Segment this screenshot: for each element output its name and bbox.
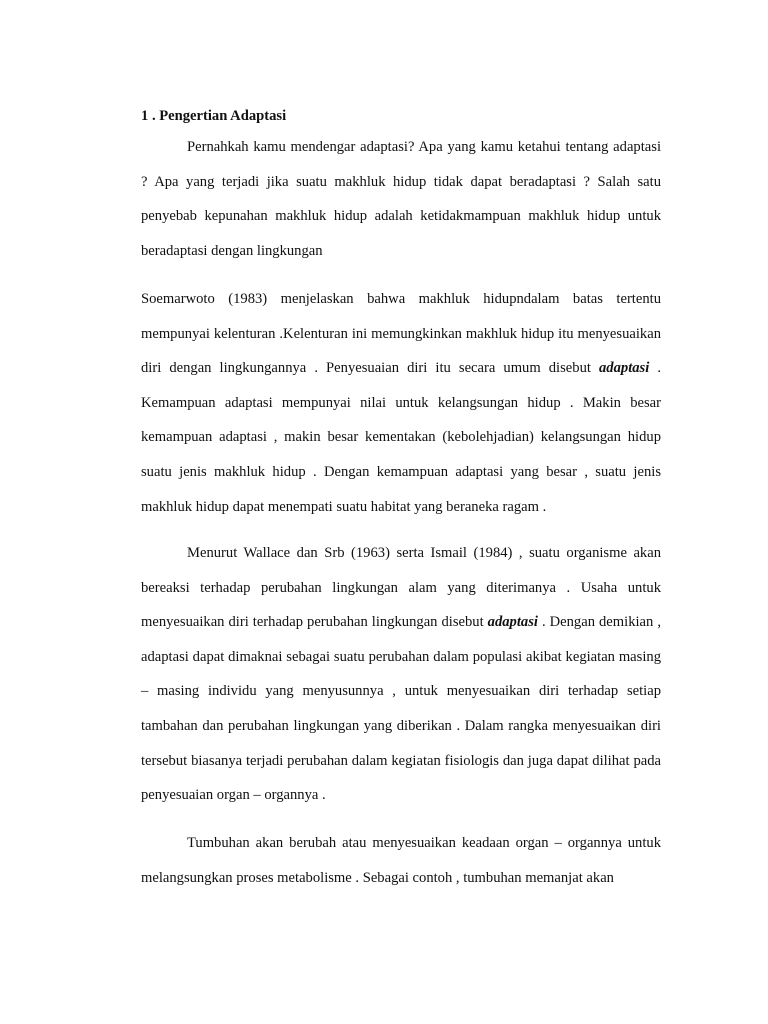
paragraph-3-text-b: . Dengan demikian , adaptasi dapat dimaknai sebagai suatu perubahan dalam populasi akibat kegiatan masing – masing individu yang menyusunnya , untuk menyesuaikan diri terhadap setiap tambahan dan perubahan lingkungan yang diberikan . Dalam rangka menyesuaikan diri tersebut biasanya terjadi perubahan dalam kegiatan fisiologis dan juga dapat dilihat pada penyesuaian organ – organnya .	[141, 614, 661, 804]
paragraph-3-text-a: Menurut Wallace dan Srb (1963) serta Ismail (1984) , suatu organisme akan bereaksi terhadap perubahan lingkungan alam yang diterimanya . Usaha untuk menyesuaikan diri terhadap perubahan lingkungan disebut	[141, 545, 661, 631]
paragraph-3-term: adaptasi	[487, 614, 538, 631]
section-heading: 1 . Pengertian Adaptasi	[141, 108, 287, 124]
paragraph-2-term: adaptasi	[599, 360, 650, 377]
paragraph-3	[141, 536, 661, 813]
paragraph-2-text-a: Soemarwoto (1983) menjelaskan bahwa makhluk hidupndalam batas tertentu mempunyai kelenturan .Kelenturan ini memungkinkan makhluk hidup itu menyesuaikan diri dengan lingkungannya . Penyesuaian diri itu secara umum disebut	[141, 291, 661, 377]
paragraph-2-text-b: . Kemampuan adaptasi mempunyai nilai untuk kelangsungan hidup . Makin besar kemampuan adaptasi , makin besar kementakan (kebolehjadian) kelangsungan hidup suatu jenis makhluk hidup . Dengan kemampuan adaptasi yang besar , suatu jenis makhluk hidup dapat menempati suatu habitat yang beraneka ragam .	[141, 360, 661, 515]
paragraph-4: Tumbuhan akan berubah atau menyesuaikan keadaan organ – organnya untuk melangsungkan proses metabolisme . Sebagai contoh , tumbuhan memanjat akan	[141, 835, 661, 886]
paragraph-1: Pernahkah kamu mendengar adaptasi? Apa yang kamu ketahui tentang adaptasi ? Apa yang terjadi jika suatu makhluk hidup tidak dapat beradaptasi ? Salah satu penyebab kepunahan makhluk hidup adalah ketidakmampuan makhluk hidup untuk beradaptasi dengan lingkungan	[141, 139, 661, 259]
paragraph-2	[141, 282, 661, 524]
